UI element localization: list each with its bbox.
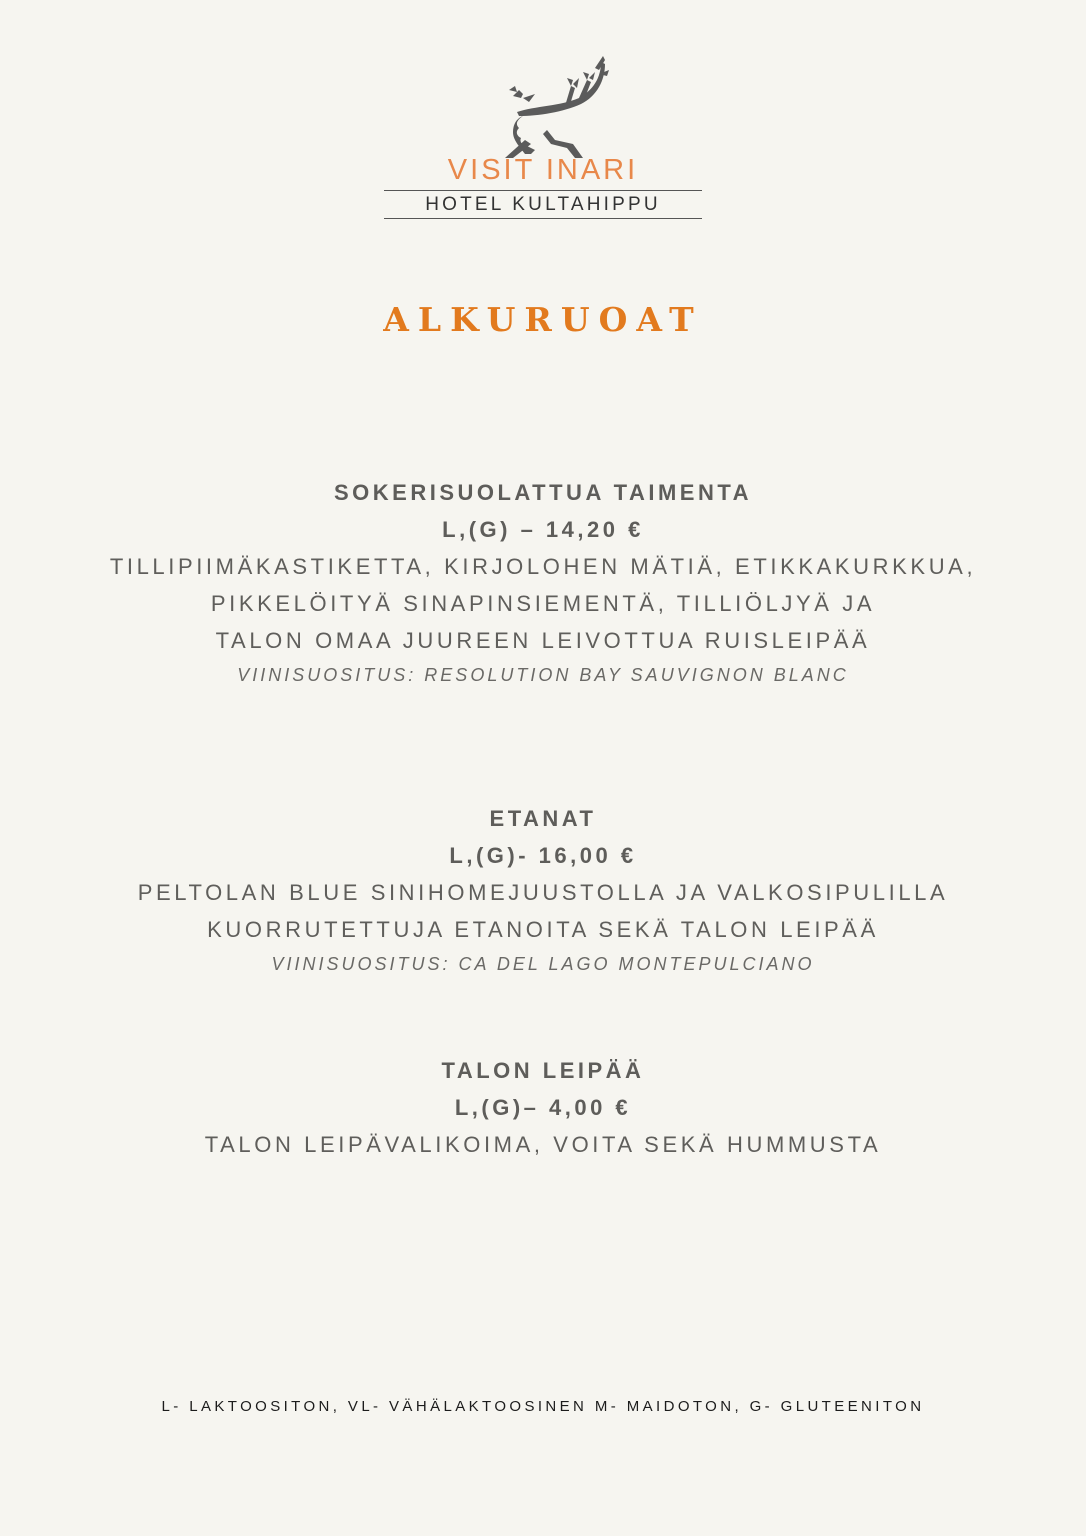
- item-price: L,(G) – 14,20 €: [442, 517, 644, 542]
- item-description-line: TILLIPIIMÄKASTIKETTA, KIRJOLOHEN MÄTIÄ, ETIKKAKURKKUA,: [109, 554, 977, 579]
- brand-line-1: VISIT INARI: [447, 154, 639, 186]
- brand-line-2: HOTEL KULTAHIPPU: [425, 194, 661, 215]
- item-name: SOKERISUOLATTUA TAIMENTA: [333, 480, 753, 505]
- item-name: TALON LEIPÄÄ: [441, 1058, 645, 1083]
- item-price: L,(G)- 16,00 €: [449, 843, 637, 868]
- item-description-line: PELTOLAN BLUE SINIHOMEJUUSTOLLA JA VALKOSIPULILLA: [137, 880, 949, 905]
- item-description-line: TALON LEIPÄVALIKOIMA, VOITA SEKÄ HUMMUSTA: [204, 1132, 882, 1157]
- item-description-line: TALON OMAA JUUREEN LEIVOTTUA RUISLEIPÄÄ: [215, 628, 871, 653]
- divider: [384, 190, 702, 191]
- item-description-line: KUORRUTETTUJA ETANOITA SEKÄ TALON LEIPÄÄ: [207, 917, 879, 942]
- item-price: L,(G)– 4,00 €: [454, 1095, 632, 1120]
- dietary-legend: L- LAKTOOSITON, VL- VÄHÄLAKTOOSINEN M- MAIDOTON, G- GLUTEENITON: [161, 1398, 925, 1415]
- reindeer-face-icon: [495, 50, 610, 160]
- menu-title: ALKURUOAT: [383, 300, 703, 339]
- item-description-line: PIKKELÖITYÄ SINAPINSIEMENTÄ, TILLIÖLJYÄ JA: [210, 591, 876, 616]
- divider: [384, 218, 702, 219]
- wine-recommendation: VIINISUOSITUS: RESOLUTION BAY SAUVIGNON BLANC: [237, 665, 849, 685]
- wine-recommendation: VIINISUOSITUS: CA DEL LAGO MONTEPULCIANO: [271, 954, 815, 974]
- item-name: ETANAT: [489, 806, 597, 831]
